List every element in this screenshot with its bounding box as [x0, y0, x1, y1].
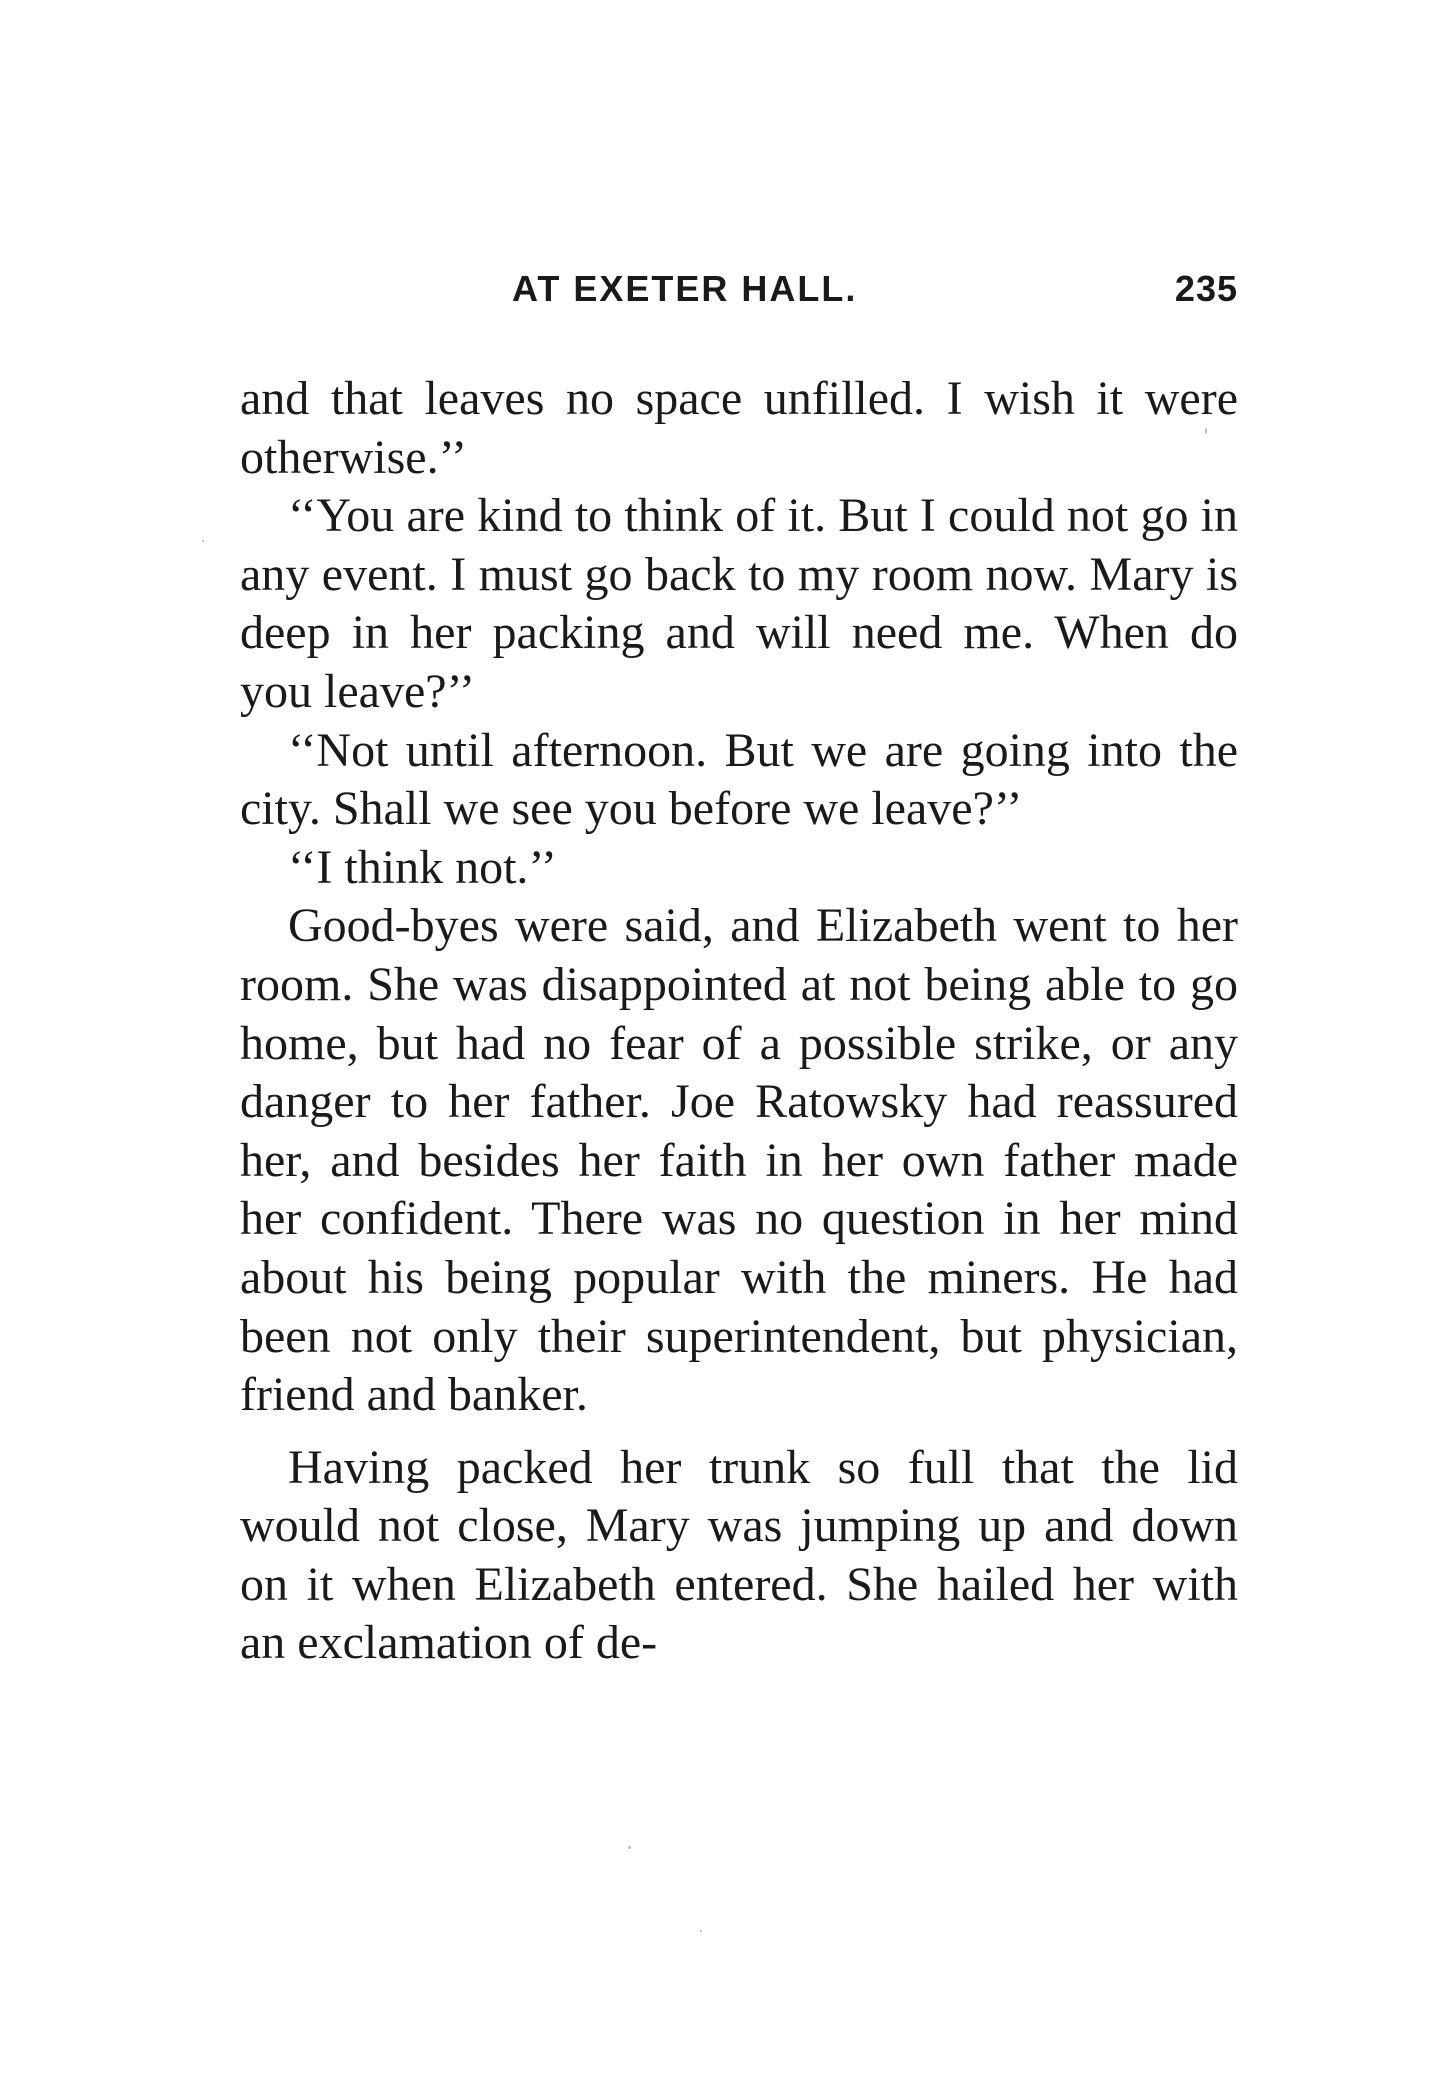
paper-speck — [1205, 428, 1207, 434]
paper-speck — [628, 1846, 631, 1849]
paper-speck — [700, 1930, 702, 1932]
paragraph-narrative: Good-byes were said, and Elizabeth went to her room. She was disappointed at not being able to go home, but had no fear of a possible strike, or any danger to her father. Joe Ratowsky had reassured her, and besides her faith in her own father made her confident. There was no question in her mind about his being popular with the miners. He had been not only their superintendent, but physician, friend and banker. — [240, 899, 1238, 1422]
paragraph-dialogue: ‘‘I think not.’’ — [288, 840, 557, 894]
page-number: 235 — [1174, 268, 1238, 309]
paragraph-narrative: Having packed her trunk so full that the lid would not close, Mary was jumping up and down on it when Elizabeth entered. She hailed her with an exclamation of de- — [240, 1440, 1238, 1670]
paragraph-dialogue: ‘‘Not until afternoon. But we are going into the city. Shall we see you before we leave?’’ — [240, 723, 1238, 836]
paragraph-dialogue: ‘‘You are kind to think of it. But I could not go in any event. I must go back to my room now. Mary is deep in her packing and will need me. When do you leave?’’ — [240, 489, 1238, 718]
paper-speck — [202, 540, 204, 542]
running-header — [242, 268, 1238, 328]
paragraph-continuation: and that leaves no space unfilled. I wish it were otherwise.’’ — [240, 372, 1238, 484]
running-title: AT EXETER HALL. — [512, 268, 858, 309]
body-text — [240, 370, 1238, 1673]
